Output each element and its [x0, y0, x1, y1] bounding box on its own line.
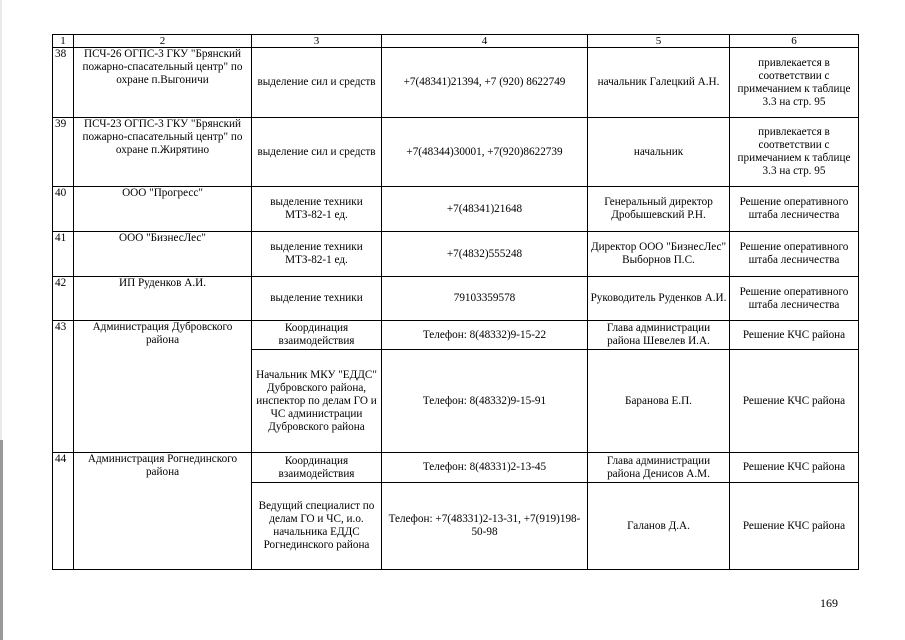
action-cell: Координация взаимодействия [252, 453, 382, 483]
phone-cell: 79103359578 [382, 277, 588, 321]
row-number: 39 [53, 118, 74, 187]
column-header: 3 [252, 35, 382, 48]
organization-cell: ООО "Прогресс" [74, 187, 252, 232]
action-cell: Начальник МКУ "ЕДДС" Дубровского района, инспектор по делам ГО и ЧС администрации Дубровского района [252, 350, 382, 453]
phone-cell: Телефон: 8(48331)2-13-45 [382, 453, 588, 483]
person-cell: Глава администрации района Шевелев И.А. [588, 321, 730, 350]
organization-cell: Администрация Дубровского района [74, 321, 252, 453]
action-cell: выделение техники [252, 277, 382, 321]
table-row [53, 321, 859, 350]
basis-cell: Решение КЧС района [730, 350, 859, 453]
person-cell: начальник [588, 118, 730, 187]
row-number: 40 [53, 187, 74, 232]
phone-cell: +7(4832)555248 [382, 232, 588, 277]
phone-cell: Телефон: 8(48332)9-15-22 [382, 321, 588, 350]
table-row [53, 453, 859, 483]
phone-cell: +7(48341)21394, +7 (920) 8622749 [382, 48, 588, 118]
person-cell: Галанов Д.А. [588, 483, 730, 570]
row-number: 42 [53, 277, 74, 321]
column-header: 2 [74, 35, 252, 48]
action-cell: выделение техники МТЗ-82-1 ед. [252, 187, 382, 232]
basis-cell: Решение КЧС района [730, 483, 859, 570]
basis-cell: привлекается в соответствии с примечанием к таблице 3.3 на стр. 95 [730, 48, 859, 118]
column-header: 4 [382, 35, 588, 48]
table-row [53, 48, 859, 118]
column-header: 1 [53, 35, 74, 48]
action-cell: Координация взаимодействия [252, 321, 382, 350]
resources-table [52, 34, 859, 570]
row-number: 43 [53, 321, 74, 453]
phone-cell: +7(48341)21648 [382, 187, 588, 232]
organization-cell: ИП Руденков А.И. [74, 277, 252, 321]
table-row [53, 118, 859, 187]
action-cell: Ведущий специалист по делам ГО и ЧС, и.о. начальника ЕДДС Рогнединского района [252, 483, 382, 570]
person-cell: Генеральный директор Дробышевский Р.Н. [588, 187, 730, 232]
person-cell: Руководитель Руденков А.И. [588, 277, 730, 321]
action-cell: выделение техники МТЗ-82-1 ед. [252, 232, 382, 277]
table-header-row [53, 35, 859, 48]
action-cell: выделение сил и средств [252, 48, 382, 118]
basis-cell: Решение оперативного штаба лесничества [730, 232, 859, 277]
table-row [53, 232, 859, 277]
page-number: 169 [820, 596, 838, 610]
person-cell: начальник Галецкий А.Н. [588, 48, 730, 118]
phone-cell: Телефон: 8(48332)9-15-91 [382, 350, 588, 453]
phone-cell: Телефон: +7(48331)2-13-31, +7(919)198-50-98 [382, 483, 588, 570]
basis-cell: Решение оперативного штаба лесничества [730, 187, 859, 232]
organization-cell: ПСЧ-26 ОГПС-3 ГКУ "Брянский пожарно-спасательный центр" по охране п.Выгоничи [74, 48, 252, 118]
basis-cell: привлекается в соответствии с примечанием к таблице 3.3 на стр. 95 [730, 118, 859, 187]
person-cell: Глава администрации района Денисов А.М. [588, 453, 730, 483]
table-row [53, 187, 859, 232]
organization-cell: ООО "БизнесЛес" [74, 232, 252, 277]
row-number: 41 [53, 232, 74, 277]
person-cell: Баранова Е.П. [588, 350, 730, 453]
row-number: 44 [53, 453, 74, 570]
column-header: 6 [730, 35, 859, 48]
table-row [53, 277, 859, 321]
row-number: 38 [53, 48, 74, 118]
organization-cell: Администрация Рогнединского района [74, 453, 252, 570]
basis-cell: Решение КЧС района [730, 321, 859, 350]
action-cell: выделение сил и средств [252, 118, 382, 187]
scan-margin-line [0, 440, 3, 640]
phone-cell: +7(48344)30001, +7(920)8622739 [382, 118, 588, 187]
organization-cell: ПСЧ-23 ОГПС-3 ГКУ "Брянский пожарно-спасательный центр" по охране п.Жирятино [74, 118, 252, 187]
basis-cell: Решение оперативного штаба лесничества [730, 277, 859, 321]
person-cell: Директор ООО "БизнесЛес" Выборнов П.С. [588, 232, 730, 277]
column-header: 5 [588, 35, 730, 48]
basis-cell: Решение КЧС района [730, 453, 859, 483]
